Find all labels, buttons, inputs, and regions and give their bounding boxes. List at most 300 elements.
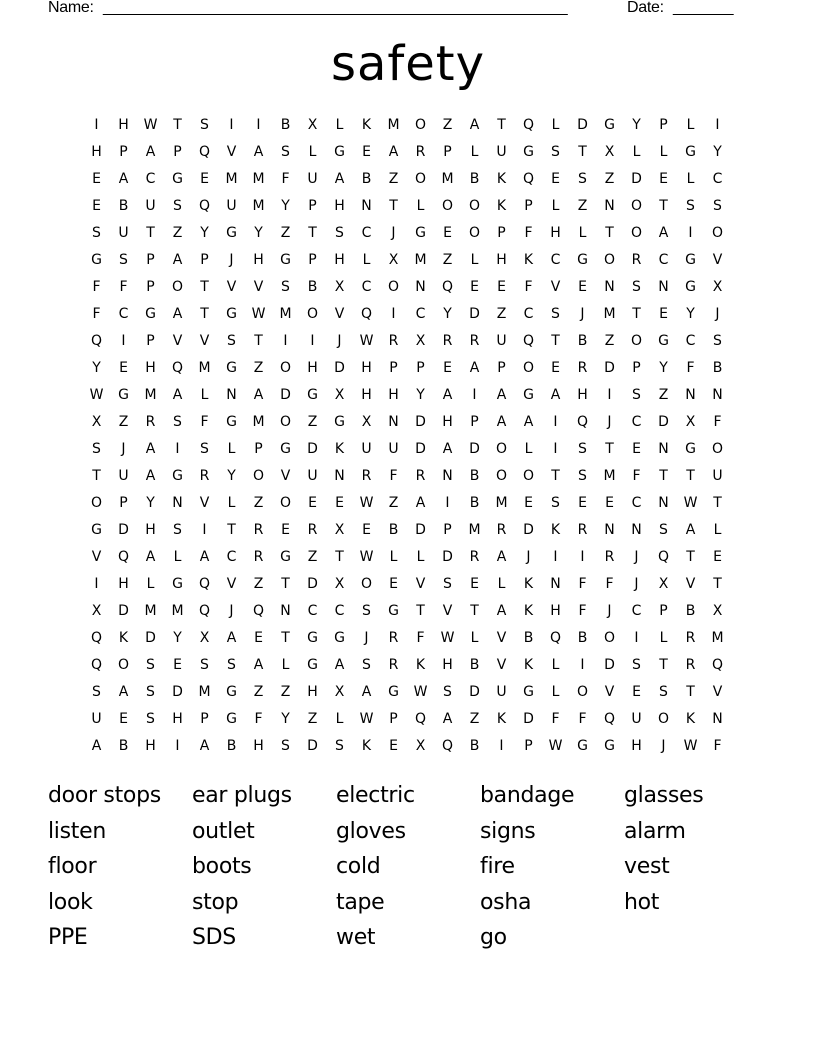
grid-letter[interactable]: C	[226, 549, 237, 565]
grid-letter[interactable]: M	[252, 171, 265, 187]
grid-letter[interactable]: S	[335, 225, 344, 241]
grid-letter[interactable]: L	[551, 657, 560, 673]
grid-letter[interactable]: A	[334, 171, 345, 187]
grid-letter[interactable]: N	[388, 414, 399, 430]
grid-letter[interactable]: V	[550, 279, 561, 295]
grid-letter[interactable]: H	[442, 414, 453, 430]
grid-letter[interactable]: V	[712, 684, 723, 700]
grid-letter[interactable]: I	[94, 117, 99, 133]
grid-letter[interactable]: T	[659, 468, 668, 484]
grid-letter[interactable]: J	[607, 603, 612, 619]
grid-letter[interactable]: P	[497, 360, 506, 376]
grid-letter[interactable]: E	[308, 495, 317, 511]
grid-letter[interactable]: H	[496, 252, 507, 268]
grid-letter[interactable]: G	[280, 549, 291, 565]
grid-letter[interactable]: Q	[441, 738, 454, 754]
grid-letter[interactable]: O	[630, 198, 643, 214]
grid-letter[interactable]: B	[685, 603, 696, 619]
grid-letter[interactable]: R	[361, 468, 372, 484]
grid-letter[interactable]: G	[226, 360, 237, 376]
grid-letter[interactable]: O	[279, 414, 292, 430]
grid-letter[interactable]: T	[281, 576, 290, 592]
grid-letter[interactable]: S	[551, 495, 560, 511]
grid-letter[interactable]: X	[712, 279, 723, 295]
grid-letter[interactable]: O	[468, 198, 481, 214]
grid-letter[interactable]: O	[252, 468, 265, 484]
grid-letter[interactable]: D	[118, 603, 129, 619]
grid-letter[interactable]: G	[334, 630, 345, 646]
grid-letter[interactable]: S	[146, 657, 155, 673]
grid-letter[interactable]: K	[523, 252, 534, 268]
grid-letter[interactable]: J	[364, 630, 369, 646]
grid-letter[interactable]: X	[334, 522, 345, 538]
grid-letter[interactable]: H	[307, 360, 318, 376]
grid-letter[interactable]: V	[172, 333, 183, 349]
grid-letter[interactable]: Q	[657, 549, 670, 565]
grid-letter[interactable]: Z	[307, 549, 318, 565]
grid-letter[interactable]: I	[553, 441, 558, 457]
grid-letter[interactable]: B	[469, 495, 480, 511]
grid-letter[interactable]: D	[415, 522, 426, 538]
grid-letter[interactable]: S	[551, 306, 560, 322]
grid-letter[interactable]: X	[334, 387, 345, 403]
grid-letter[interactable]: E	[443, 360, 452, 376]
grid-letter[interactable]: N	[604, 198, 615, 214]
grid-letter[interactable]: C	[415, 306, 426, 322]
grid-letter[interactable]: E	[92, 198, 101, 214]
grid-letter[interactable]: S	[686, 198, 695, 214]
grid-letter[interactable]: T	[551, 333, 560, 349]
grid-letter[interactable]: S	[92, 225, 101, 241]
grid-letter[interactable]: D	[523, 522, 534, 538]
grid-letter[interactable]: P	[119, 144, 128, 160]
grid-letter[interactable]: F	[605, 576, 614, 592]
grid-letter[interactable]: S	[713, 333, 722, 349]
grid-letter[interactable]: S	[227, 333, 236, 349]
grid-letter[interactable]: G	[388, 603, 399, 619]
grid-letter[interactable]: S	[200, 117, 209, 133]
grid-letter[interactable]: S	[281, 279, 290, 295]
grid-letter[interactable]: D	[334, 360, 345, 376]
grid-letter[interactable]: X	[334, 279, 345, 295]
grid-letter[interactable]: S	[632, 387, 641, 403]
grid-letter[interactable]: T	[605, 225, 614, 241]
grid-letter[interactable]: L	[308, 144, 317, 160]
grid-letter[interactable]: O	[468, 225, 481, 241]
grid-letter[interactable]: P	[524, 738, 533, 754]
date-field-line[interactable]: _______	[673, 0, 734, 16]
grid-letter[interactable]: V	[199, 495, 210, 511]
grid-letter[interactable]: T	[227, 522, 236, 538]
grid-letter[interactable]: U	[307, 468, 318, 484]
grid-letter[interactable]: I	[121, 333, 126, 349]
grid-letter[interactable]: A	[226, 630, 237, 646]
grid-letter[interactable]: S	[632, 657, 641, 673]
grid-letter[interactable]: J	[634, 576, 639, 592]
grid-letter[interactable]: O	[576, 684, 589, 700]
grid-letter[interactable]: T	[335, 549, 344, 565]
grid-letter[interactable]: P	[146, 252, 155, 268]
grid-letter[interactable]: G	[685, 279, 696, 295]
grid-letter[interactable]: H	[307, 684, 318, 700]
grid-letter[interactable]: V	[604, 684, 615, 700]
grid-letter[interactable]: T	[308, 225, 317, 241]
grid-letter[interactable]: U	[91, 711, 102, 727]
grid-letter[interactable]: C	[631, 603, 642, 619]
grid-letter[interactable]: B	[469, 657, 480, 673]
grid-letter[interactable]: U	[496, 333, 507, 349]
grid-letter[interactable]: Z	[253, 495, 264, 511]
grid-letter[interactable]: L	[227, 441, 236, 457]
grid-letter[interactable]: L	[470, 630, 479, 646]
grid-letter[interactable]: G	[280, 441, 291, 457]
grid-letter[interactable]: T	[281, 630, 290, 646]
grid-letter[interactable]: Z	[253, 684, 264, 700]
grid-letter[interactable]: C	[658, 252, 669, 268]
grid-letter[interactable]: Z	[307, 414, 318, 430]
grid-letter[interactable]: H	[550, 603, 561, 619]
grid-letter[interactable]: M	[279, 306, 292, 322]
grid-letter[interactable]: N	[658, 495, 669, 511]
grid-letter[interactable]: T	[632, 306, 641, 322]
grid-letter[interactable]: I	[391, 306, 396, 322]
grid-letter[interactable]: A	[442, 711, 453, 727]
grid-letter[interactable]: A	[118, 684, 129, 700]
grid-letter[interactable]: P	[659, 117, 668, 133]
grid-letter[interactable]: M	[252, 198, 265, 214]
grid-letter[interactable]: F	[524, 225, 533, 241]
grid-letter[interactable]: G	[172, 468, 183, 484]
grid-letter[interactable]: V	[712, 252, 723, 268]
grid-letter[interactable]: F	[416, 630, 425, 646]
grid-letter[interactable]: O	[414, 171, 427, 187]
grid-letter[interactable]: G	[577, 252, 588, 268]
grid-letter[interactable]: H	[172, 711, 183, 727]
grid-letter[interactable]: M	[711, 630, 724, 646]
grid-letter[interactable]: J	[715, 306, 720, 322]
grid-letter[interactable]: Q	[441, 279, 454, 295]
grid-letter[interactable]: A	[415, 495, 426, 511]
grid-letter[interactable]: D	[469, 306, 480, 322]
grid-letter[interactable]: M	[198, 360, 211, 376]
grid-letter[interactable]: L	[416, 549, 425, 565]
grid-letter[interactable]: B	[388, 522, 399, 538]
grid-letter[interactable]: Q	[549, 630, 562, 646]
grid-letter[interactable]: X	[712, 603, 723, 619]
grid-letter[interactable]: O	[279, 495, 292, 511]
grid-letter[interactable]: X	[388, 252, 399, 268]
grid-letter[interactable]: Q	[522, 117, 535, 133]
grid-letter[interactable]: H	[334, 198, 345, 214]
grid-letter[interactable]: G	[226, 711, 237, 727]
grid-letter[interactable]: D	[469, 684, 480, 700]
grid-letter[interactable]: S	[713, 198, 722, 214]
grid-letter[interactable]: Z	[658, 387, 669, 403]
grid-letter[interactable]: Z	[307, 711, 318, 727]
grid-letter[interactable]: R	[469, 333, 480, 349]
grid-letter[interactable]: O	[414, 117, 427, 133]
grid-letter[interactable]: J	[661, 738, 666, 754]
grid-letter[interactable]: A	[145, 549, 156, 565]
grid-letter[interactable]: G	[91, 252, 102, 268]
grid-letter[interactable]: A	[253, 144, 264, 160]
grid-letter[interactable]: X	[415, 333, 426, 349]
grid-letter[interactable]: H	[361, 360, 372, 376]
grid-letter[interactable]: M	[495, 495, 508, 511]
grid-letter[interactable]: J	[229, 252, 234, 268]
grid-letter[interactable]: A	[496, 549, 507, 565]
grid-letter[interactable]: K	[415, 657, 426, 673]
grid-letter[interactable]: F	[632, 468, 641, 484]
grid-letter[interactable]: E	[470, 576, 479, 592]
grid-letter[interactable]: U	[226, 198, 237, 214]
grid-letter[interactable]: V	[253, 279, 264, 295]
grid-letter[interactable]: X	[361, 414, 372, 430]
grid-letter[interactable]: R	[577, 360, 588, 376]
grid-letter[interactable]: Y	[686, 306, 695, 322]
grid-letter[interactable]: Z	[118, 414, 129, 430]
grid-letter[interactable]: C	[631, 414, 642, 430]
grid-letter[interactable]: V	[199, 333, 210, 349]
grid-letter[interactable]: D	[469, 441, 480, 457]
grid-letter[interactable]: S	[443, 576, 452, 592]
grid-letter[interactable]: R	[496, 522, 507, 538]
grid-letter[interactable]: Y	[173, 630, 182, 646]
grid-letter[interactable]: A	[658, 225, 669, 241]
grid-letter[interactable]: E	[389, 576, 398, 592]
grid-letter[interactable]: G	[523, 387, 534, 403]
grid-letter[interactable]: R	[685, 657, 696, 673]
grid-letter[interactable]: N	[658, 279, 669, 295]
grid-letter[interactable]: F	[254, 711, 263, 727]
grid-letter[interactable]: N	[550, 576, 561, 592]
grid-letter[interactable]: D	[415, 441, 426, 457]
grid-letter[interactable]: S	[92, 684, 101, 700]
grid-letter[interactable]: G	[415, 225, 426, 241]
grid-letter[interactable]: R	[199, 468, 210, 484]
grid-letter[interactable]: S	[146, 684, 155, 700]
grid-letter[interactable]: W	[548, 738, 563, 754]
grid-letter[interactable]: D	[604, 657, 615, 673]
grid-letter[interactable]: F	[92, 306, 101, 322]
grid-letter[interactable]: F	[281, 171, 290, 187]
grid-letter[interactable]: V	[226, 144, 237, 160]
grid-letter[interactable]: X	[415, 738, 426, 754]
grid-letter[interactable]: R	[577, 522, 588, 538]
grid-letter[interactable]: T	[470, 603, 479, 619]
grid-letter[interactable]: S	[227, 657, 236, 673]
grid-letter[interactable]: G	[226, 225, 237, 241]
grid-letter[interactable]: H	[334, 252, 345, 268]
grid-letter[interactable]: E	[605, 495, 614, 511]
grid-letter[interactable]: V	[415, 576, 426, 592]
grid-letter[interactable]: R	[307, 522, 318, 538]
grid-letter[interactable]: G	[172, 171, 183, 187]
grid-letter[interactable]: W	[359, 549, 374, 565]
grid-letter[interactable]: E	[524, 495, 533, 511]
grid-letter[interactable]: D	[172, 684, 183, 700]
grid-letter[interactable]: L	[146, 576, 155, 592]
grid-letter[interactable]: Z	[604, 333, 615, 349]
grid-letter[interactable]: Q	[171, 360, 184, 376]
grid-letter[interactable]: Q	[198, 603, 211, 619]
grid-letter[interactable]: R	[415, 468, 426, 484]
grid-letter[interactable]: I	[175, 441, 180, 457]
grid-letter[interactable]: S	[362, 603, 371, 619]
grid-letter[interactable]: S	[578, 468, 587, 484]
grid-letter[interactable]: B	[577, 630, 588, 646]
grid-letter[interactable]: J	[391, 225, 396, 241]
grid-letter[interactable]: N	[712, 711, 723, 727]
grid-letter[interactable]: C	[550, 252, 561, 268]
grid-letter[interactable]: D	[118, 522, 129, 538]
name-field-line[interactable]: ______________________________________________________	[103, 0, 568, 16]
grid-letter[interactable]: I	[94, 576, 99, 592]
grid-letter[interactable]: A	[550, 387, 561, 403]
grid-letter[interactable]: B	[469, 468, 480, 484]
grid-letter[interactable]: Q	[198, 576, 211, 592]
grid-letter[interactable]: O	[117, 657, 130, 673]
grid-letter[interactable]: A	[118, 171, 129, 187]
grid-letter[interactable]: H	[253, 738, 264, 754]
grid-letter[interactable]: L	[416, 198, 425, 214]
grid-letter[interactable]: C	[523, 306, 534, 322]
grid-letter[interactable]: X	[199, 630, 210, 646]
grid-letter[interactable]: U	[145, 198, 156, 214]
grid-letter[interactable]: Y	[281, 198, 290, 214]
grid-letter[interactable]: H	[253, 252, 264, 268]
grid-letter[interactable]: R	[145, 414, 156, 430]
grid-letter[interactable]: T	[92, 468, 101, 484]
grid-letter[interactable]: E	[578, 495, 587, 511]
grid-letter[interactable]: I	[553, 549, 558, 565]
grid-letter[interactable]: Z	[280, 684, 291, 700]
grid-letter[interactable]: B	[577, 333, 588, 349]
grid-letter[interactable]: F	[551, 711, 560, 727]
grid-letter[interactable]: F	[200, 414, 209, 430]
grid-letter[interactable]: Q	[90, 333, 103, 349]
grid-letter[interactable]: A	[469, 117, 480, 133]
grid-letter[interactable]: K	[550, 522, 561, 538]
grid-letter[interactable]: L	[227, 495, 236, 511]
grid-letter[interactable]: R	[388, 630, 399, 646]
grid-letter[interactable]: O	[90, 495, 103, 511]
grid-letter[interactable]: R	[469, 549, 480, 565]
grid-letter[interactable]: I	[445, 495, 450, 511]
grid-letter[interactable]: F	[578, 603, 587, 619]
grid-letter[interactable]: Z	[442, 252, 453, 268]
grid-letter[interactable]: U	[307, 171, 318, 187]
grid-letter[interactable]: V	[496, 630, 507, 646]
grid-letter[interactable]: S	[551, 144, 560, 160]
grid-letter[interactable]: Y	[200, 225, 209, 241]
grid-letter[interactable]: G	[604, 738, 615, 754]
grid-letter[interactable]: L	[335, 117, 344, 133]
grid-letter[interactable]: R	[253, 522, 264, 538]
grid-letter[interactable]: K	[496, 711, 507, 727]
grid-letter[interactable]: N	[631, 522, 642, 538]
grid-letter[interactable]: U	[496, 684, 507, 700]
grid-letter[interactable]: T	[659, 657, 668, 673]
grid-letter[interactable]: Z	[280, 225, 291, 241]
grid-letter[interactable]: A	[334, 657, 345, 673]
grid-letter[interactable]: W	[359, 711, 374, 727]
grid-letter[interactable]: G	[226, 306, 237, 322]
grid-letter[interactable]: P	[470, 414, 479, 430]
grid-letter[interactable]: Q	[90, 657, 103, 673]
grid-letter[interactable]: K	[361, 117, 372, 133]
grid-letter[interactable]: Q	[576, 414, 589, 430]
grid-letter[interactable]: I	[607, 387, 612, 403]
grid-letter[interactable]: P	[389, 360, 398, 376]
grid-letter[interactable]: G	[118, 387, 129, 403]
grid-letter[interactable]: S	[173, 198, 182, 214]
grid-letter[interactable]: D	[307, 441, 318, 457]
grid-letter[interactable]: I	[715, 117, 720, 133]
grid-letter[interactable]: G	[685, 252, 696, 268]
grid-letter[interactable]: G	[604, 117, 615, 133]
grid-letter[interactable]: U	[118, 468, 129, 484]
grid-letter[interactable]: A	[496, 603, 507, 619]
grid-letter[interactable]: L	[551, 684, 560, 700]
grid-letter[interactable]: A	[388, 144, 399, 160]
grid-letter[interactable]: Q	[252, 603, 265, 619]
grid-letter[interactable]: R	[604, 549, 615, 565]
grid-letter[interactable]: P	[146, 279, 155, 295]
grid-letter[interactable]: T	[200, 279, 209, 295]
grid-letter[interactable]: N	[226, 387, 237, 403]
grid-letter[interactable]: G	[685, 441, 696, 457]
grid-letter[interactable]: N	[604, 279, 615, 295]
grid-letter[interactable]: E	[632, 684, 641, 700]
grid-letter[interactable]: L	[173, 549, 182, 565]
grid-letter[interactable]: G	[307, 630, 318, 646]
grid-letter[interactable]: S	[173, 414, 182, 430]
grid-letter[interactable]: A	[199, 549, 210, 565]
grid-letter[interactable]: P	[254, 441, 263, 457]
grid-letter[interactable]: A	[361, 684, 372, 700]
grid-letter[interactable]: E	[578, 279, 587, 295]
grid-letter[interactable]: A	[253, 657, 264, 673]
grid-letter[interactable]: P	[173, 144, 182, 160]
grid-letter[interactable]: O	[306, 306, 319, 322]
grid-letter[interactable]: L	[470, 144, 479, 160]
grid-letter[interactable]: P	[497, 225, 506, 241]
grid-letter[interactable]: E	[443, 225, 452, 241]
grid-letter[interactable]: G	[307, 387, 318, 403]
grid-letter[interactable]: X	[91, 603, 102, 619]
grid-letter[interactable]: O	[711, 441, 724, 457]
grid-letter[interactable]: D	[307, 576, 318, 592]
grid-letter[interactable]: L	[281, 657, 290, 673]
grid-letter[interactable]: C	[118, 306, 129, 322]
grid-letter[interactable]: F	[119, 279, 128, 295]
grid-letter[interactable]: L	[632, 144, 641, 160]
grid-letter[interactable]: L	[389, 549, 398, 565]
grid-letter[interactable]: P	[200, 252, 209, 268]
grid-letter[interactable]: S	[443, 684, 452, 700]
grid-letter[interactable]: R	[442, 333, 453, 349]
grid-letter[interactable]: P	[146, 333, 155, 349]
grid-letter[interactable]: E	[551, 171, 560, 187]
grid-letter[interactable]: F	[686, 360, 695, 376]
grid-letter[interactable]: I	[202, 522, 207, 538]
grid-letter[interactable]: S	[119, 252, 128, 268]
grid-letter[interactable]: O	[387, 279, 400, 295]
grid-letter[interactable]: W	[143, 117, 158, 133]
grid-letter[interactable]: X	[307, 117, 318, 133]
grid-letter[interactable]: Z	[253, 576, 264, 592]
